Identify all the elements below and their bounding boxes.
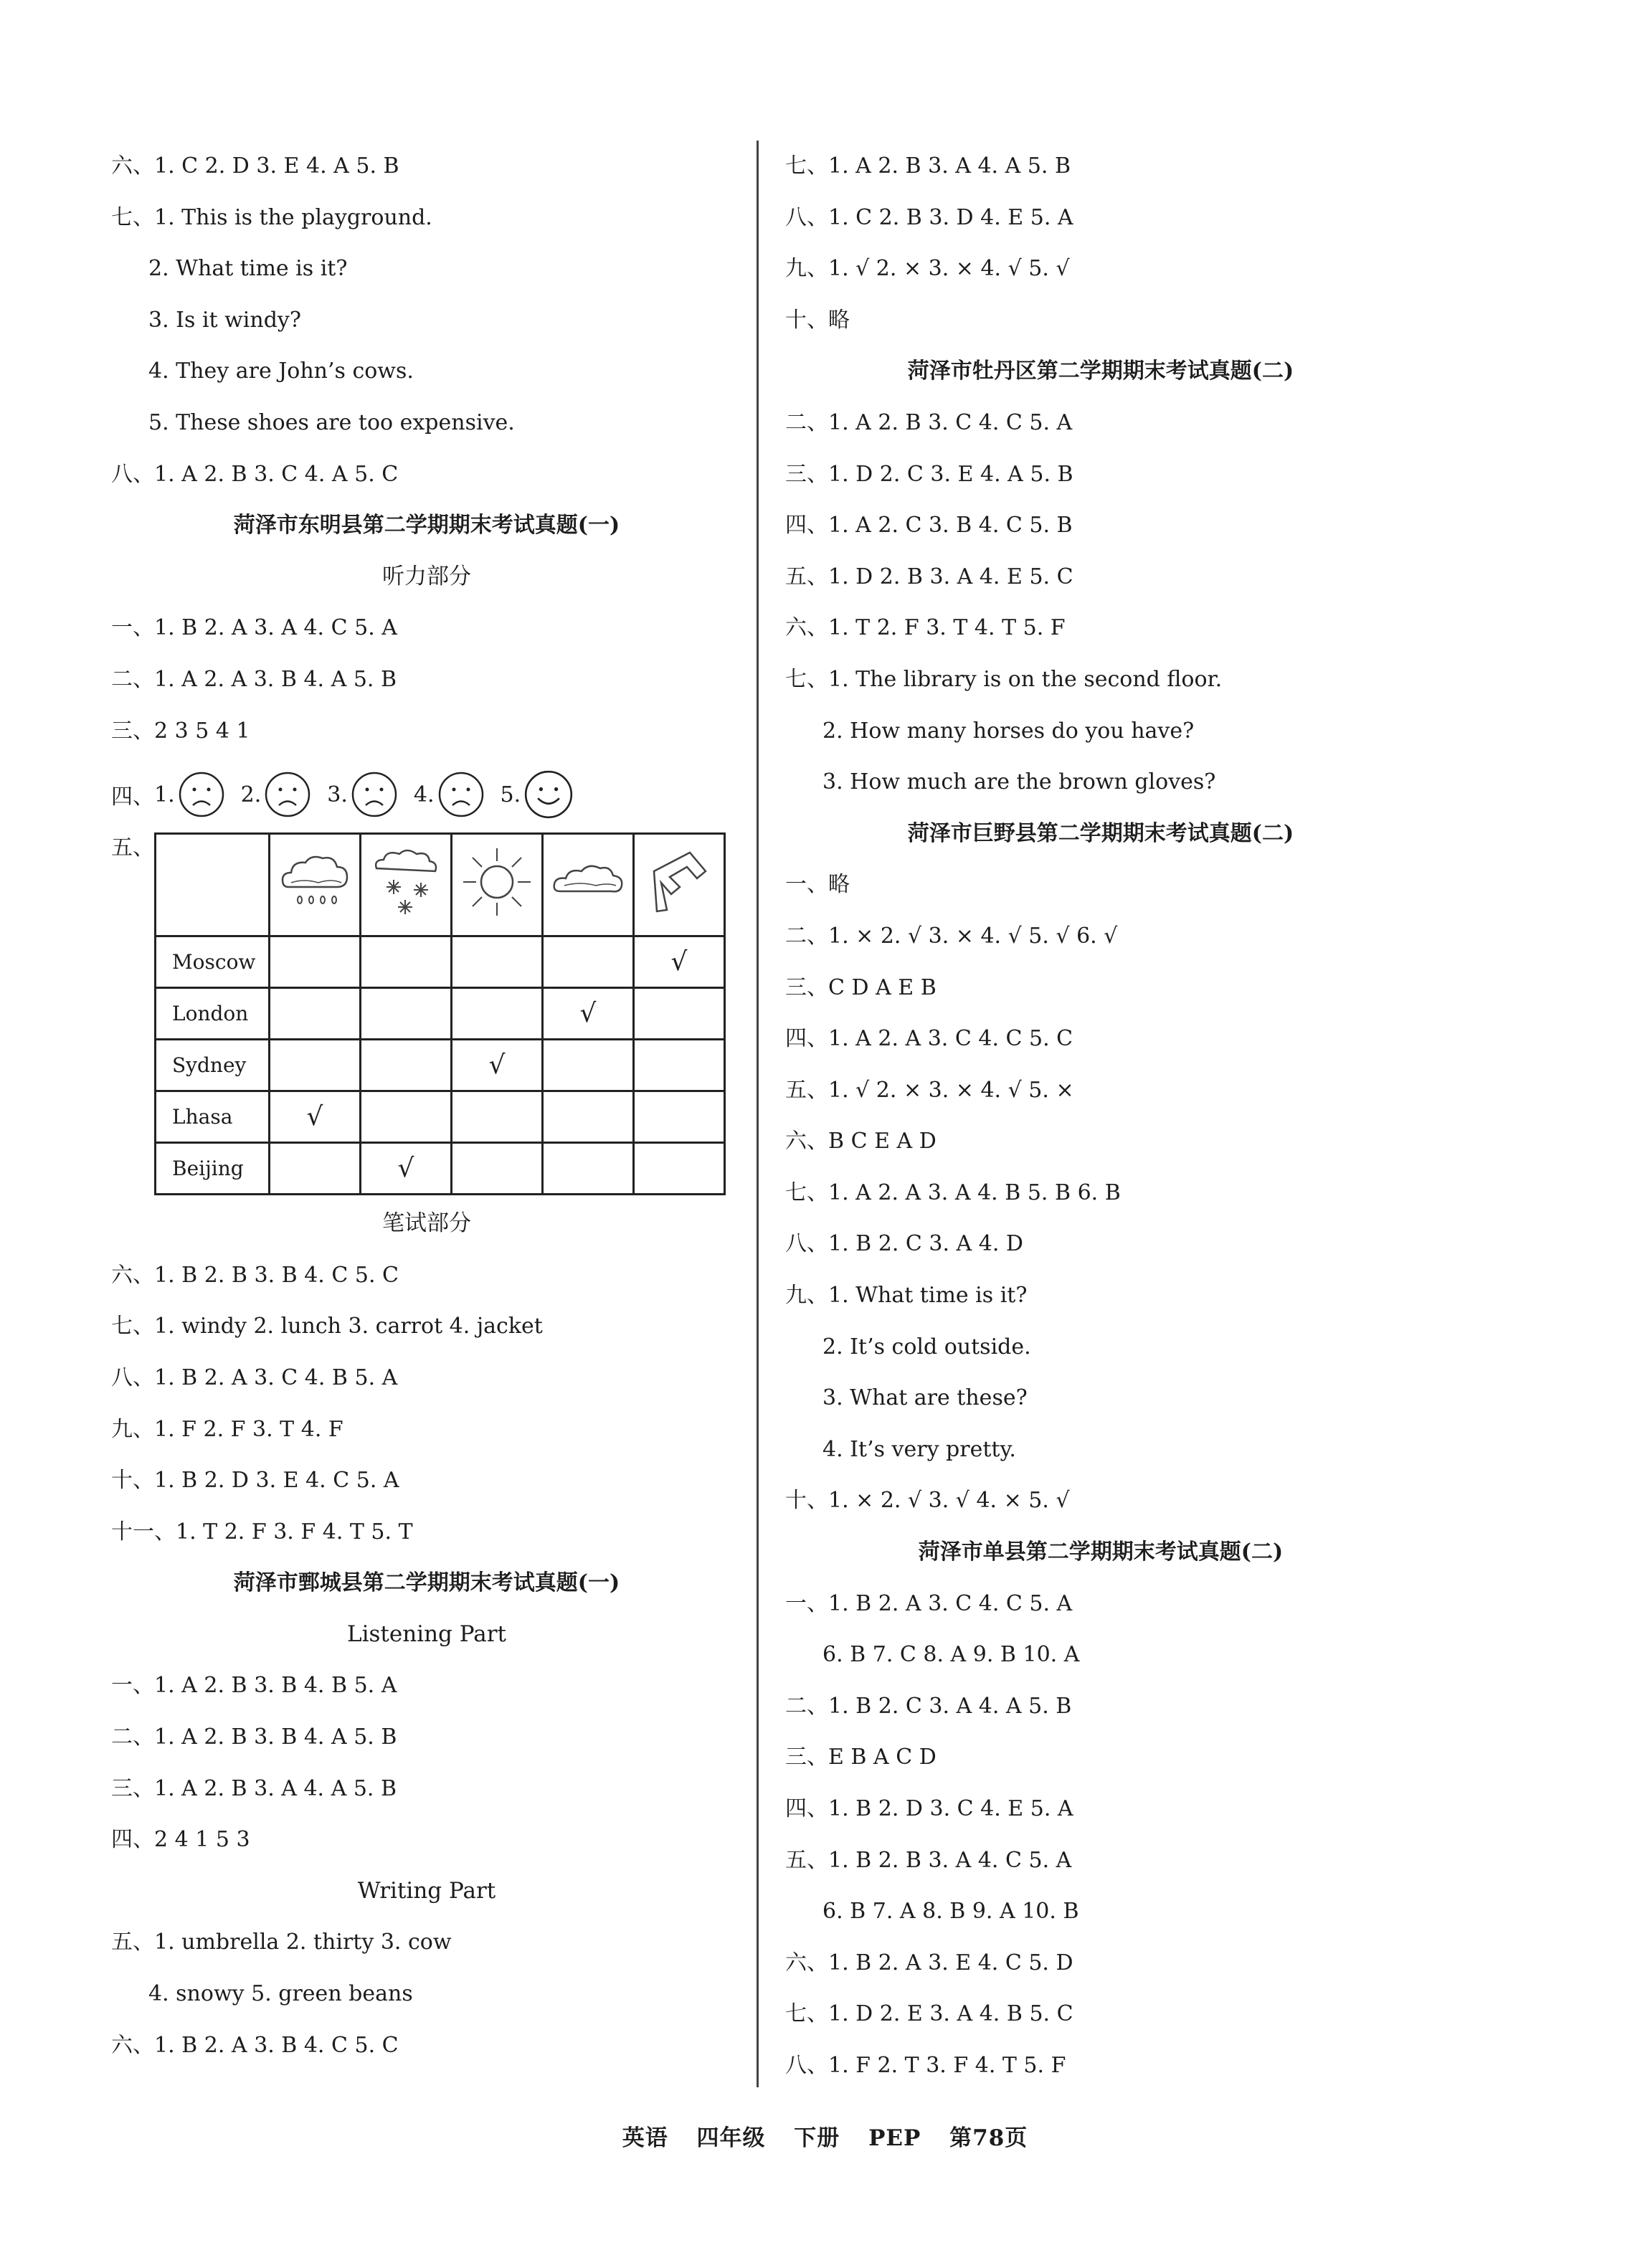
check-mark-cell: √ [361,1143,452,1195]
answer-line: 一、1. A 2. B 3. B 4. B 5. A [111,1673,397,1699]
answer-line: 五、1. √ 2. × 3. × 4. √ 5. × [785,1077,1074,1103]
empty-cell [543,1143,634,1195]
answer-line: 八、1. A 2. B 3. C 4. A 5. C [111,461,399,487]
check-mark-cell: √ [452,1040,543,1091]
sad-face-icon [437,771,485,818]
answer-line: 3. How much are the brown gloves? [822,769,1216,795]
answer-line: 六、1. B 2. A 3. E 4. C 5. D [785,1950,1073,1975]
footer-subject: 英语 [622,2125,668,2151]
table-row [156,988,725,1040]
table-corner-cell [156,834,270,936]
city-name-cell: Beijing [156,1143,270,1195]
snowy-icon [361,834,452,936]
empty-cell [452,936,543,988]
answer-line: 3. What are these? [822,1385,1028,1411]
city-name-cell: Lhasa [156,1091,270,1143]
empty-cell [543,1091,634,1143]
section-heading: 菏泽市单县第二学期期末考试真题(二) [918,1539,1284,1565]
answer-line: 6. B 7. C 8. A 9. B 10. A [822,1642,1080,1668]
answer-line: 三、E B A C D [785,1745,937,1770]
answer-line: 七、1. This is the playground. [111,204,432,230]
answer-line: 七、1. windy 2. lunch 3. carrot 4. jacket [111,1314,543,1339]
answer-line: 八、1. C 2. B 3. D 4. E 5. A [785,204,1073,230]
answer-line: 一、1. B 2. A 3. C 4. C 5. A [785,1590,1073,1616]
part-subheading: Listening Part [347,1621,506,1647]
city-name-cell: Moscow [156,936,270,988]
answer-line: 七、1. D 2. E 3. A 4. B 5. C [785,2001,1073,2027]
check-mark-cell: √ [634,936,725,988]
table-row [156,1143,725,1195]
answer-line: 六、B C E A D [785,1129,937,1154]
empty-cell [361,1040,452,1091]
answer-line: 2. It’s cold outside. [822,1334,1031,1360]
face-answer-1: 1. [154,771,225,818]
answer-line: 2. What time is it? [148,256,348,282]
answer-line: 6. B 7. A 8. B 9. A 10. B [822,1899,1079,1925]
answer-line: 六、1. B 2. A 3. B 4. C 5. C [111,2032,399,2058]
answer-line: 十一、1. T 2. F 3. F 4. T 5. T [111,1519,413,1545]
empty-cell [634,988,725,1040]
answer-line: 十、略 [785,307,850,333]
answer-line: 二、1. A 2. B 3. C 4. C 5. A [785,409,1073,435]
empty-cell [270,936,361,988]
sad-face-icon [178,771,225,818]
footer-edition: PEP [868,2125,921,2151]
table-row [156,936,725,988]
rainy-icon [270,834,361,936]
face-answer-5: 5. [501,769,574,820]
answer-line: 二、1. B 2. C 3. A 4. A 5. B [785,1693,1072,1719]
face-answer-row [111,756,742,832]
city-name-cell: Sydney [156,1040,270,1091]
face-answer-4: 4. [414,771,485,818]
sunny-icon [452,834,543,936]
happy-face-icon [523,769,574,820]
answer-line: 八、1. B 2. C 3. A 4. D [785,1231,1023,1257]
section-heading: 菏泽市牡丹区第二学期期末考试真题(二) [907,359,1294,384]
page-footer [0,2120,1650,2152]
answer-line: 二、1. A 2. A 3. B 4. A 5. B [111,666,397,692]
answer-line: 三、1. A 2. B 3. A 4. A 5. B [111,1775,397,1801]
column-divider [757,141,759,2087]
part-subheading: 听力部分 [382,563,471,589]
answer-line: 4. They are John’s cows. [148,359,414,384]
answer-line: 九、1. What time is it? [785,1283,1028,1309]
face-answer-2: 2. [241,771,312,818]
table-row [156,1091,725,1143]
answer-line: 二、1. × 2. √ 3. × 4. √ 5. √ 6. √ [785,923,1118,949]
empty-cell [543,1040,634,1091]
section-heading: 菏泽市鄄城县第二学期期末考试真题(一) [233,1570,620,1596]
answer-line: 一、略 [785,872,850,898]
answer-line: 2. How many horses do you have? [822,718,1195,744]
footer-grade: 四年级 [696,2125,766,2151]
sad-face-icon [351,771,398,818]
answer-line: 四、1. A 2. C 3. B 4. C 5. B [785,513,1073,538]
answer-line: 3. Is it windy? [148,307,301,333]
answer-line: 九、1. F 2. F 3. T 4. F [111,1416,343,1442]
table-header-row [156,834,725,936]
answer-line: 五、1. umbrella 2. thirty 3. cow [111,1930,452,1955]
question-number: 四、 [111,784,154,810]
empty-cell [634,1091,725,1143]
face-answer-3: 3. [327,771,398,818]
empty-cell [270,988,361,1040]
part-subheading: Writing Part [357,1877,496,1904]
answer-line: 一、1. B 2. A 3. A 4. C 5. A [111,615,397,641]
empty-cell [361,936,452,988]
answer-line: 四、1. B 2. D 3. C 4. E 5. A [785,1796,1073,1821]
empty-cell [270,1040,361,1091]
part-subheading: 笔试部分 [382,1210,471,1237]
right-column [785,141,1416,2092]
empty-cell [452,1143,543,1195]
sad-face-icon [264,771,311,818]
empty-cell [452,1091,543,1143]
answer-line: 四、2 4 1 5 3 [111,1827,250,1853]
empty-cell [634,1040,725,1091]
answer-line: 九、1. √ 2. × 3. × 4. √ 5. √ [785,256,1070,282]
answer-line: 七、1. A 2. A 3. A 4. B 5. B 6. B [785,1180,1121,1205]
footer-page-number: 第78页 [949,2125,1028,2151]
answer-line: 八、1. B 2. A 3. C 4. B 5. A [111,1365,398,1390]
empty-cell [361,988,452,1040]
answer-line: 二、1. A 2. B 3. B 4. A 5. B [111,1724,397,1750]
footer-volume: 下册 [794,2125,840,2151]
section-heading: 菏泽市东明县第二学期期末考试真题(一) [233,513,620,538]
answer-line: 三、C D A E B [785,974,937,1000]
answer-line: 六、1. T 2. F 3. T 4. T 5. F [785,615,1066,641]
empty-cell [634,1143,725,1195]
answer-line: 四、1. A 2. A 3. C 4. C 5. C [785,1026,1073,1052]
left-column [111,141,742,2071]
weather-question [111,832,742,1198]
empty-cell [543,936,634,988]
empty-cell [361,1091,452,1143]
answer-line: 六、1. B 2. B 3. B 4. C 5. C [111,1262,399,1288]
windy-icon [634,834,725,936]
city-name-cell: London [156,988,270,1040]
answer-line: 七、1. A 2. B 3. A 4. A 5. B [785,153,1071,179]
check-mark-cell: √ [543,988,634,1040]
check-mark-cell: √ [270,1091,361,1143]
answer-line: 十、1. B 2. D 3. E 4. C 5. A [111,1468,399,1494]
empty-cell [270,1143,361,1195]
answer-line: 八、1. F 2. T 3. F 4. T 5. F [785,2052,1066,2078]
empty-cell [452,988,543,1040]
question-number: 五、 [111,835,154,861]
section-heading: 菏泽市巨野县第二学期期末考试真题(二) [907,820,1294,846]
answer-line: 三、1. D 2. C 3. E 4. A 5. B [785,461,1073,487]
answer-line: 三、2 3 5 4 1 [111,718,250,744]
answer-line: 4. It’s very pretty. [822,1436,1016,1462]
answer-line: 七、1. The library is on the second floor. [785,666,1223,692]
answer-line: 5. These shoes are too expensive. [148,409,515,435]
cloudy-icon [543,834,634,936]
answer-line: 六、1. C 2. D 3. E 4. A 5. B [111,153,399,179]
weather-table [154,832,726,1195]
answer-line: 五、1. B 2. B 3. A 4. C 5. A [785,1847,1072,1873]
answer-line: 五、1. D 2. B 3. A 4. E 5. C [785,564,1073,589]
answer-line: 4. snowy 5. green beans [148,1981,413,2007]
table-row [156,1040,725,1091]
answer-line: 十、1. × 2. √ 3. √ 4. × 5. √ [785,1488,1070,1514]
